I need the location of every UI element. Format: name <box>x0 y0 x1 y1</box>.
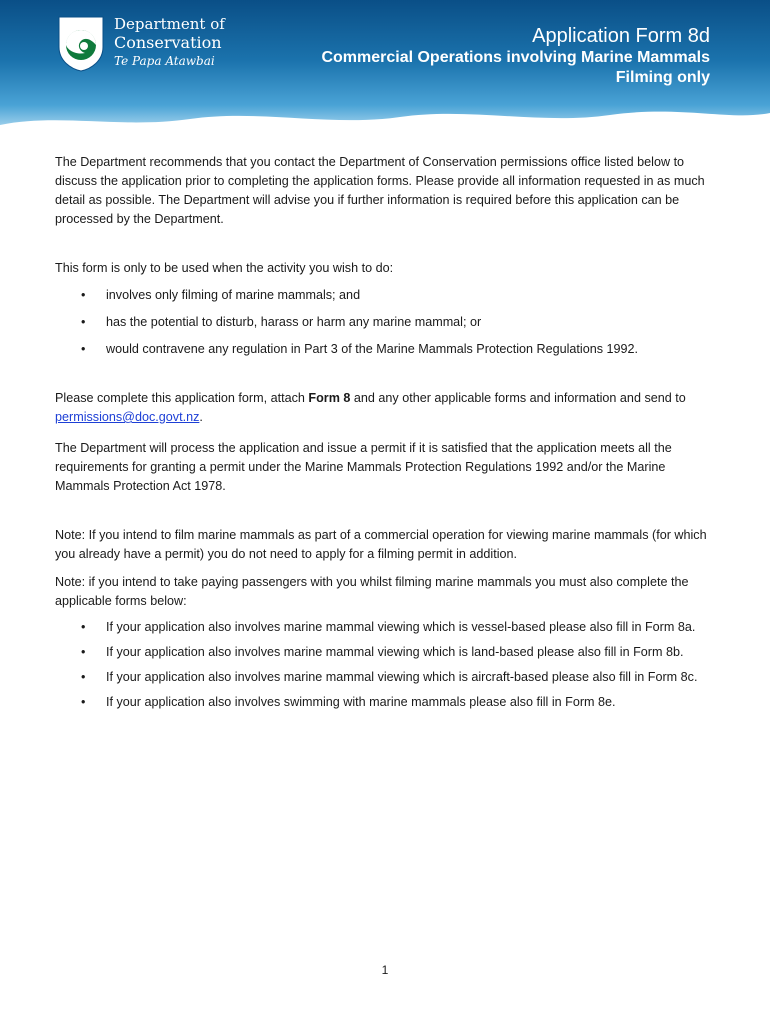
list-item: • If your application also involves marine mammal viewing which is vessel-based please also fill in Form 8a. <box>55 618 717 637</box>
form-subtitle-1: Commercial Operations involving Marine Mammals <box>321 49 710 66</box>
list-item: • If your application also involves swimming with marine mammals please also fill in Form 8e. <box>55 693 717 712</box>
list-item: • would contravene any regulation in Part 3 of the Marine Mammals Protection Regulations 1992. <box>55 340 717 359</box>
bullet: • <box>81 288 86 302</box>
email-link[interactable]: permissions@doc.govt.nz <box>55 410 200 424</box>
list-item: • If your application also involves marine mammal viewing which is land-based please also fill in Form 8b. <box>55 643 717 662</box>
bullet: • <box>81 645 86 659</box>
list-item: • involves only filming of marine mammals; and <box>55 286 717 305</box>
forms-list <box>55 618 717 712</box>
org-line-3: Te Papa Atawbai <box>114 54 215 68</box>
bullet: • <box>81 670 86 684</box>
wave-decoration <box>0 95 770 135</box>
complete-paragraph: Please complete this application form, attach Form 8 and any other applicable forms and information and send to permissions@doc.govt.nz. <box>55 391 686 424</box>
form-subtitle-2: Filming only <box>615 69 710 86</box>
note-1: Note: If you intend to film marine mammals as part of a commercial operation for viewing marine mammals (for which you already have a permit) you do not need to apply for a filming permit in addition. <box>55 528 707 561</box>
list-item: • has the potential to disturb, harass or harm any marine mammal; or <box>55 313 717 332</box>
doc-logo-icon <box>55 13 107 73</box>
page-content <box>55 153 717 712</box>
intro-paragraph: The Department recommends that you contact the Department of Conservation permissions office listed below to discuss the application prior to completing the application forms. Please provide all information requested in as much detail as possible. The Department will advise you if further information is required before this application can be processed by the Department. <box>55 155 705 226</box>
list-item: • If your application also involves marine mammal viewing which is aircraft-based please also fill in Form 8c. <box>55 668 717 687</box>
bullet: • <box>81 315 86 329</box>
usage-list <box>55 286 717 359</box>
bullet: • <box>81 620 86 634</box>
form-title-block <box>321 25 710 88</box>
page-header <box>0 0 770 135</box>
organisation-name <box>114 16 225 70</box>
org-line-2: Conservation <box>114 33 222 52</box>
page-number: 1 <box>381 963 389 977</box>
bullet: • <box>81 695 86 709</box>
process-paragraph: The Department will process the application and issue a permit if it is satisfied that the application meets all the requirements for granting a permit under the Marine Mammals Protection Regulations 1992 and/or the Marine Mammals Protection Act 1978. <box>55 441 672 493</box>
form-title: Application Form 8d <box>532 25 710 47</box>
form-8-reference: Form 8 <box>308 391 351 405</box>
usage-intro: This form is only to be used when the activity you wish to do: <box>55 261 394 275</box>
org-line-1: Department of <box>114 15 225 33</box>
bullet: • <box>81 342 86 356</box>
note-2: Note: if you intend to take paying passengers with you whilst filming marine mammals you must also complete the applicable forms below: <box>55 575 689 608</box>
